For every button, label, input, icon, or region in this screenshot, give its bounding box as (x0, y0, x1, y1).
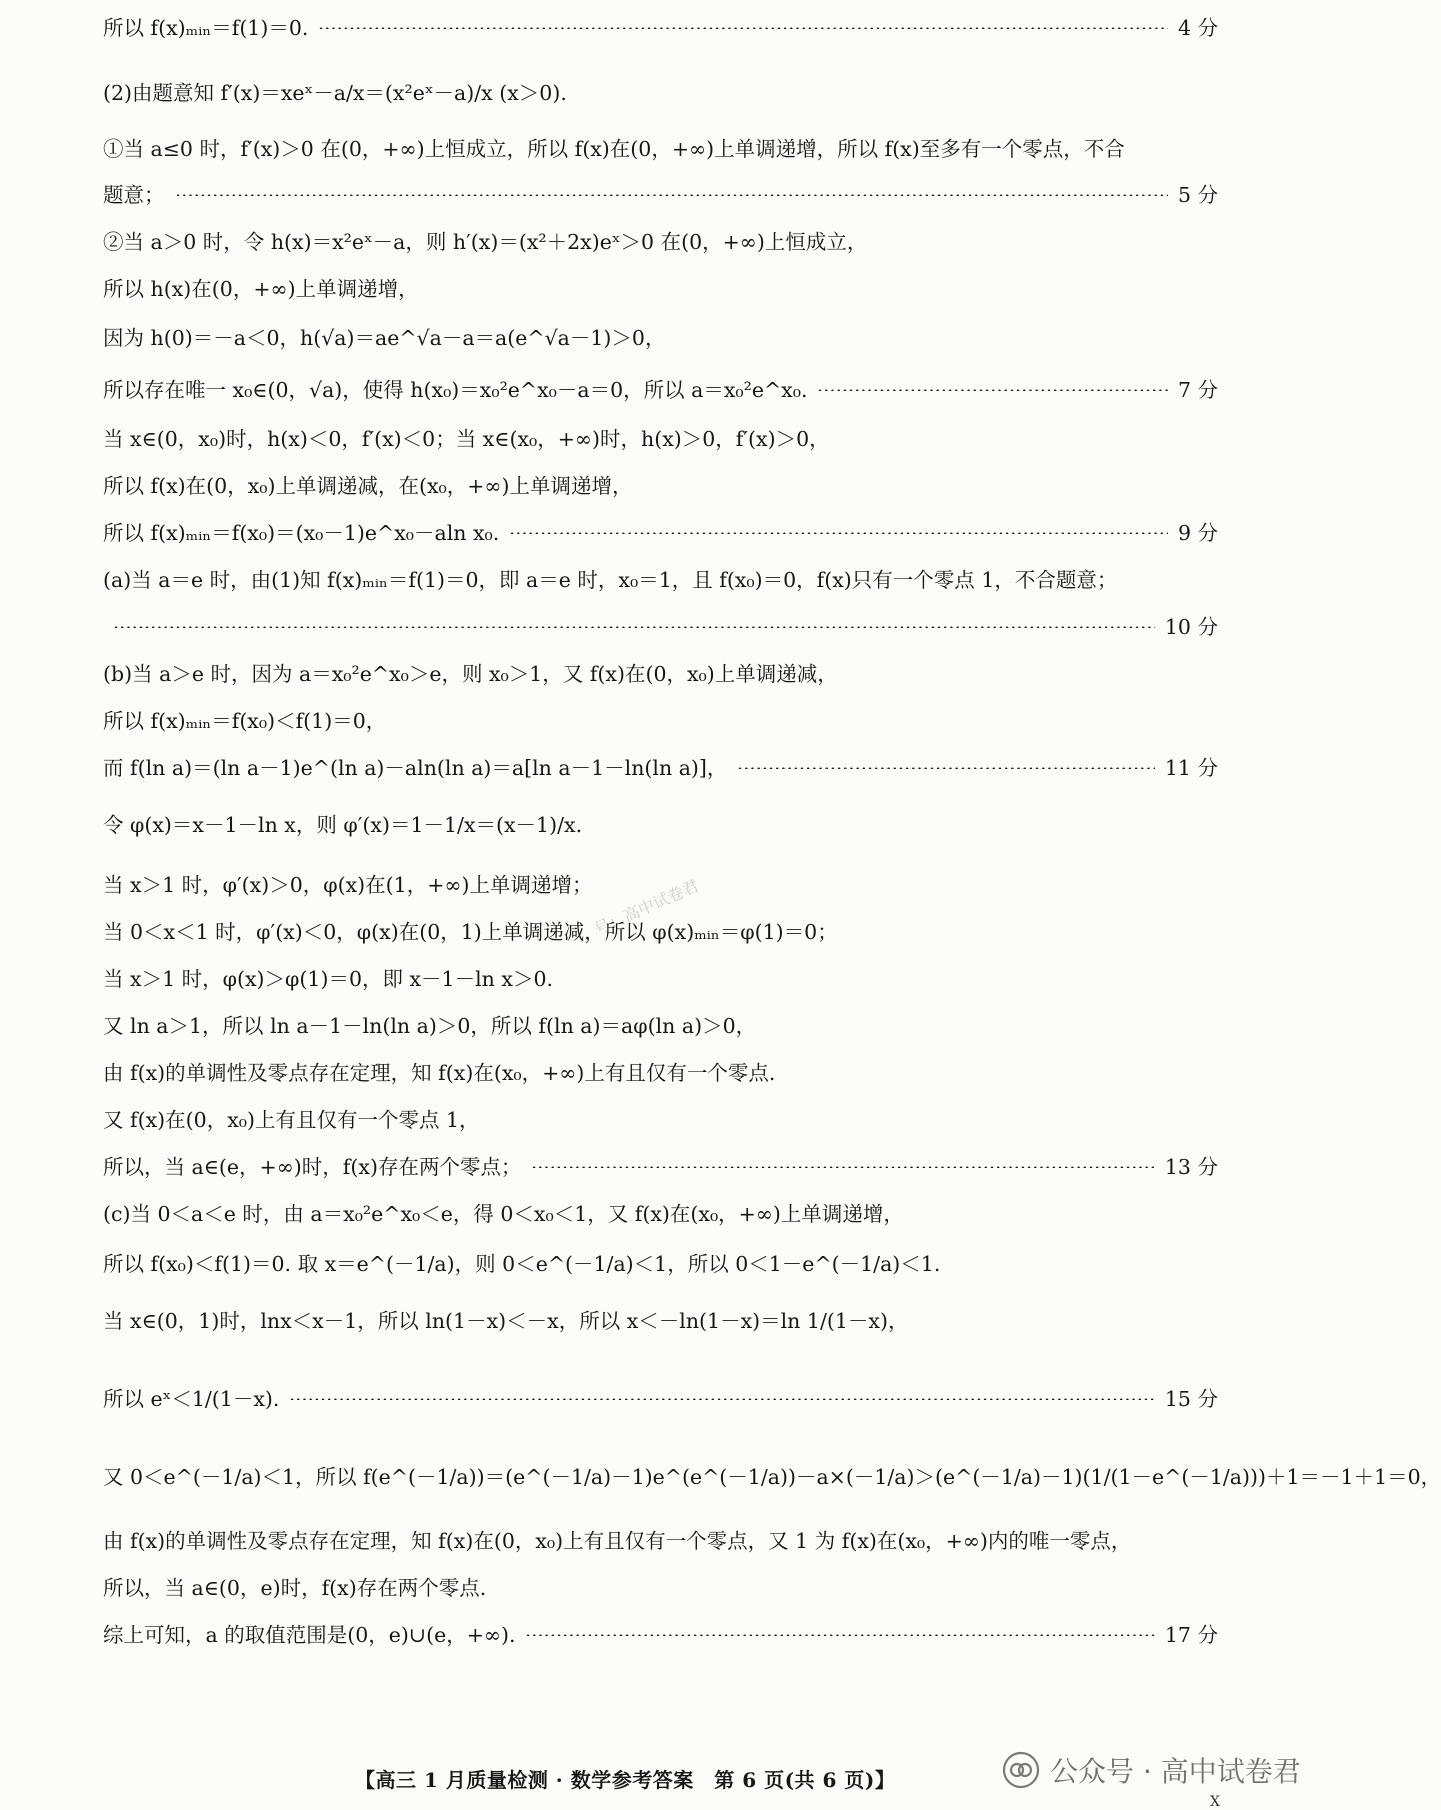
line-text: 所以 f(x₀)＜f(1)＝0. 取 x＝e^(－1/a)，则 0＜e^(－1/a)＜1，所以 0＜1－e^(－1/a)＜1. (103, 1252, 941, 1276)
solution-line (103, 1573, 1218, 1603)
line-text: 由 f(x)的单调性及零点存在定理，知 f(x)在(0，x₀)上有且仅有一个零点，又 1 为 f(x)在(x₀，+∞)内的唯一零点， (103, 1529, 1132, 1553)
line-text: 当 x∈(0，x₀)时，h(x)＜0，f′(x)＜0；当 x∈(x₀，+∞)时，h(x)＞0，f′(x)＞0， (103, 427, 830, 451)
score-mark: 7 分 (1177, 378, 1218, 402)
solution-line (103, 659, 1218, 689)
line-text: 由 f(x)的单调性及零点存在定理，知 f(x)在(x₀，+∞)上有且仅有一个零点. (103, 1061, 776, 1085)
leader-dots (531, 1166, 1154, 1168)
score-mark: 15 分 (1164, 1387, 1218, 1411)
solution-line (103, 424, 1218, 454)
brand-text: 公众号 · 高中试卷君 (1050, 1755, 1301, 1788)
leader-dots (289, 1398, 1154, 1400)
diagonal-watermark: 号：高中试卷君 (591, 875, 702, 939)
line-text: 综上可知，a 的取值范围是(0，e)∪(e，+∞). (103, 1623, 516, 1647)
solution-line (103, 1249, 1218, 1279)
line-text: 当 0＜x＜1 时，φ′(x)＜0，φ(x)在(0，1)上单调递减，所以 φ(x)ₘᵢₙ＝φ(1)＝0； (103, 920, 838, 944)
solution-line (103, 1011, 1218, 1041)
line-text: 所以 f(x)ₘᵢₙ＝f(1)＝0. (103, 16, 309, 40)
line-text: 所以 f(x)ₘᵢₙ＝f(x₀)＜f(1)＝0， (103, 709, 387, 733)
corner-mark: X (1210, 1794, 1220, 1810)
solution-line (103, 78, 1218, 108)
leader-dots (113, 626, 1155, 628)
line-text: 又 0＜e^(－1/a)＜1，所以 f(e^(－1/a))＝(e^(－1/a)－1)e^(e^(－1/a))－a×(－1/a)＞(e^(－1/a)－1)(1/(1－e^(－1/a)))＋1＝－1＋1＝0， (103, 1465, 1441, 1489)
line-text: 又 ln a＞1，所以 ln a－1－ln(ln a)＞0，所以 f(ln a)＝aφ(ln a)＞0， (103, 1014, 757, 1038)
score-mark: 5 分 (1177, 183, 1218, 207)
solution-line (103, 274, 1218, 304)
line-text: 题意； (103, 183, 165, 207)
solution-line (103, 323, 1218, 353)
wechat-official-account-icon (1002, 1751, 1040, 1789)
line-text: 而 f(ln a)＝(ln a－1)e^(ln a)－aln(ln a)＝a[ln a－1－ln(ln a)]， (103, 756, 728, 780)
solution-line (103, 180, 1218, 210)
line-text: 当 x＞1 时，φ(x)＞φ(1)＝0，即 x－1－ln x＞0. (103, 967, 553, 991)
score-mark: 9 分 (1177, 521, 1218, 545)
line-text: (c)当 0＜a＜e 时，由 a＝x₀²e^x₀＜e，得 0＜x₀＜1，又 f(x)在(x₀，+∞)上单调递增， (103, 1202, 904, 1226)
line-text: 因为 h(0)＝－a＜0，h(√a)＝ae^√a－a＝a(e^√a－1)＞0， (103, 326, 666, 350)
line-text: 所以存在唯一 x₀∈(0，√a)，使得 h(x₀)＝x₀²e^x₀－a＝0，所以 a＝x₀²e^x₀. (103, 378, 808, 402)
score-mark: 13 分 (1164, 1155, 1218, 1179)
solution-line (103, 471, 1218, 501)
solution-line (103, 1384, 1218, 1414)
solution-line (103, 1306, 1218, 1336)
leader-dots (737, 767, 1154, 769)
line-text: 当 x＞1 时，φ′(x)＞0，φ(x)在(1，+∞)上单调递增； (103, 873, 593, 897)
line-text: 所以 f(x)在(0，x₀)上单调递减，在(x₀，+∞)上单调递增， (103, 474, 633, 498)
solution-line (103, 1199, 1218, 1229)
leader-dots (175, 194, 1168, 196)
brand-watermark (1002, 1750, 1301, 1790)
score-mark: 4 分 (1177, 16, 1218, 40)
solution-line (103, 917, 1218, 947)
line-text: (a)当 a＝e 时，由(1)知 f(x)ₘᵢₙ＝f(1)＝0，即 a＝e 时，x₀＝1，且 f(x₀)＝0，f(x)只有一个零点 1，不合题意； (103, 568, 1118, 592)
line-text: (b)当 a＞e 时，因为 a＝x₀²e^x₀＞e，则 x₀＞1，又 f(x)在(0，x₀)上单调递减， (103, 662, 838, 686)
line-text: 令 φ(x)＝x－1－ln x，则 φ′(x)＝1－1/x＝(x－1)/x. (103, 813, 583, 837)
solution-line (103, 1526, 1218, 1556)
page-footer: 【高三 1 月质量检测 · 数学参考答案 第 6 页(共 6 页)】 (355, 1768, 896, 1792)
solution-line (103, 810, 1218, 840)
solution-line (103, 1058, 1218, 1088)
leader-dots (817, 389, 1167, 391)
score-mark: 11 分 (1164, 756, 1218, 780)
solution-line (103, 612, 1218, 642)
solution-line (103, 1152, 1218, 1182)
solution-line (103, 1462, 1441, 1492)
solution-line (103, 13, 1218, 43)
solution-line (103, 565, 1218, 595)
score-mark: 17 分 (1164, 1623, 1218, 1647)
solution-line (103, 227, 1218, 257)
line-text: ①当 a≤0 时，f′(x)＞0 在(0，+∞)上恒成立，所以 f(x)在(0，+∞)上单调递增，所以 f(x)至多有一个零点，不合 (103, 137, 1125, 161)
line-text: 所以，当 a∈(0，e)时，f(x)存在两个零点. (103, 1576, 487, 1600)
line-text: 所以 eˣ＜1/(1－x). (103, 1387, 280, 1411)
solution-line (103, 134, 1218, 164)
line-text: 所以 f(x)ₘᵢₙ＝f(x₀)＝(x₀－1)e^x₀－aln x₀. (103, 521, 500, 545)
leader-dots (525, 1634, 1154, 1636)
score-mark: 10 分 (1164, 615, 1218, 639)
line-text: 又 f(x)在(0，x₀)上有且仅有一个零点 1， (103, 1108, 480, 1132)
solution-line (103, 964, 1218, 994)
line-text: 当 x∈(0，1)时，lnx＜x－1，所以 ln(1－x)＜－x，所以 x＜－ln(1－x)＝ln 1/(1－x)， (103, 1309, 909, 1333)
line-text: (2)由题意知 f′(x)＝xeˣ－a/x＝(x²eˣ－a)/x (x＞0). (103, 81, 567, 105)
solution-line (103, 706, 1218, 736)
line-text: ②当 a＞0 时，令 h(x)＝x²eˣ－a，则 h′(x)＝(x²＋2x)eˣ＞0 在(0，+∞)上恒成立， (103, 230, 868, 254)
solution-line (103, 375, 1218, 405)
leader-dots (509, 532, 1168, 534)
line-text: 所以，当 a∈(e，+∞)时，f(x)存在两个零点； (103, 1155, 522, 1179)
solution-line (103, 1620, 1218, 1650)
line-text: 所以 h(x)在(0，+∞)上单调递增， (103, 277, 419, 301)
solution-line (103, 1105, 1218, 1135)
leader-dots (318, 27, 1168, 29)
solution-line (103, 518, 1218, 548)
solution-line (103, 753, 1218, 783)
